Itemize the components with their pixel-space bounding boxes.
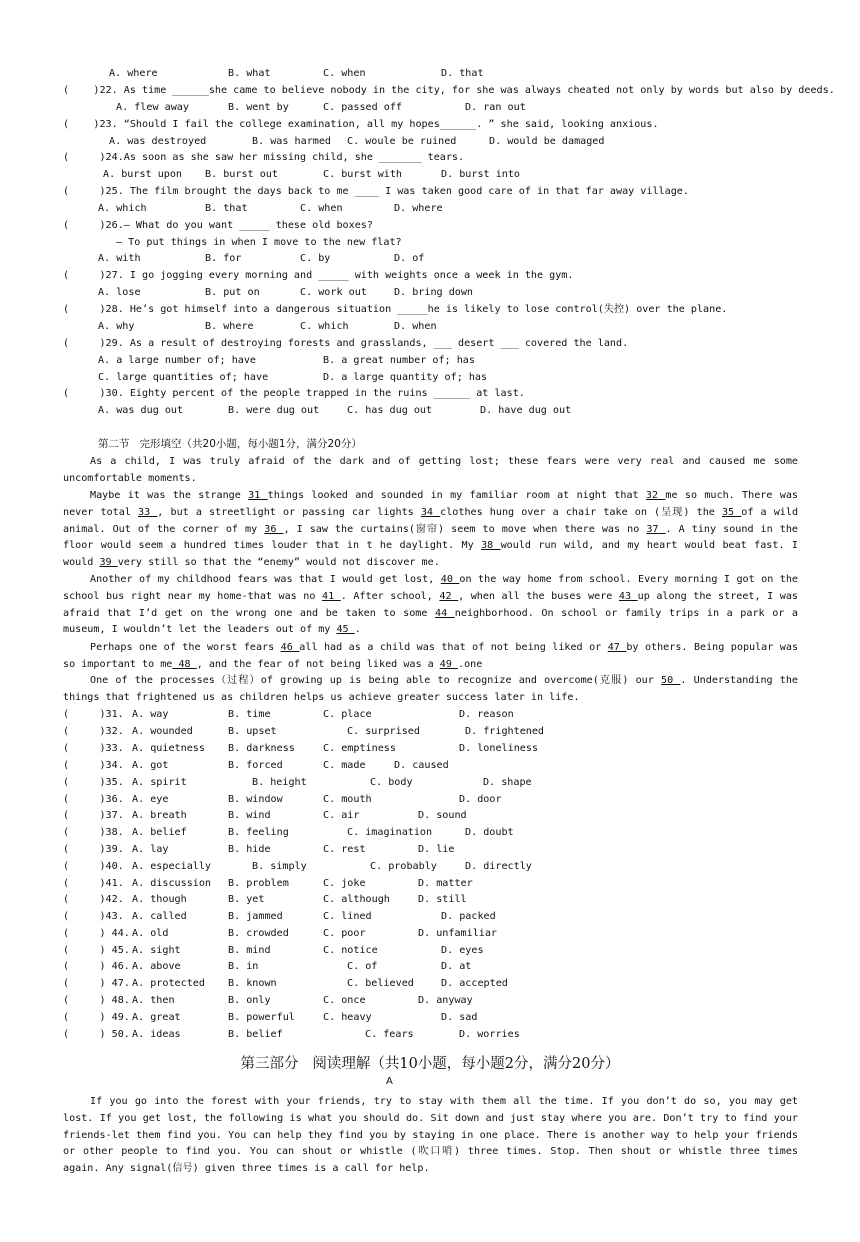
blank-47: 47 [607,642,627,653]
cloze-q42: ( )42. A. though B. yet C. although D. still [63,894,467,905]
option-c: C. when [300,203,343,214]
option-d: D. bring down [394,287,474,298]
option-b: B. where [205,321,254,332]
option-b: B. put on [205,287,260,298]
blank-49: 49 [439,658,459,670]
cloze-q38: ( )38. A. belief B. feeling C. imagination D. doubt [63,827,514,838]
cloze-q50: ( ) 50. A. ideas B. belief C. fears D. worries [63,1029,520,1040]
option-b: B. was harmed [252,136,332,147]
passage-a-label: A [386,1076,393,1087]
cloze-q41: ( )41. A. discussion B. problem C. joke D. matter [63,878,473,889]
cloze-q33: ( )33. A. quietness B. darkness C. emptiness D. loneliness [63,743,539,754]
option-d: D. of [394,253,425,264]
blank-48: 48 [172,658,197,670]
q24-stem: ( )24.As soon as she saw her missing child, she _______ tears. [63,152,465,163]
option-c: C. passed off [323,102,403,113]
q30-stem: ( )30. Eighty percent of the people trapped in the ruins ______ at last. [63,388,525,399]
cloze-q32: ( )32. A. wounded B. upset C. surprised D. frightened [63,726,545,737]
blank-42: 42 [439,590,459,602]
blank-34: 34 [420,506,441,518]
option-a: A. was destroyed [109,136,207,147]
cloze-q36: ( )36. A. eye B. window C. mouth D. door [63,794,502,805]
option-a: A. flew away [116,102,189,113]
q25-stem: ( )25. The film brought the days back to me ____ I was taken good care of in that far away village. [63,186,689,197]
option-a: A. with [98,253,141,264]
cloze-q31: ( )31. A. way B. time C. place D. reason [63,709,514,720]
option-d: D. have dug out [480,405,572,416]
q26-options [0,252,860,266]
reading-a-paragraph: If you go into the forest with your friends, try to stay with them all the time. If you don’t do so, you may get lost. If you get lost, the following is what you should do. Sit down and just stay where you are. Don’t try to find your friends-let them find you. You can help they find you by staying in one place. There is another way to help your friends or other people to find you. You can shout or whistle (吹口哨) three times. Stop. Then shout or whistle three times again. Any signal(信号) given three times is a call for help. [63,1096,798,1175]
part3-title: 第三部分 阅读理解（共10小题，每小题2分，满分20分） [240,1056,620,1072]
blank-39: 39 [99,557,118,569]
q29-stem: ( )29. As a result of destroying forests and grasslands, ___ desert ___ covered the land. [63,338,629,349]
blank-46: 46 [280,642,300,653]
cloze-q43: ( )43. A. called B. jammed C. lined D. packed [63,911,496,922]
option-d: D. that [441,68,484,79]
blank-45: 45 [336,624,355,636]
option-a: A. why [98,321,135,332]
cloze-q39: ( )39. A. lay B. hide C. rest D. lie [63,844,455,855]
cloze-q46: ( ) 46. A. above B. in C. of D. at [63,961,472,972]
q22-stem: ( )22. As time ______she came to believe nobody in the city, for she was always cheated not only by words but also by deeds. [63,85,835,96]
option-a: A. a large number of; have [98,355,257,366]
cloze-q34: ( )34. A. got B. forced C. made D. caused [63,760,449,771]
cloze-q45: ( ) 45. A. sight B. mind C. notice D. eyes [63,945,484,956]
option-b: B. for [205,253,242,264]
option-c: C. which [300,321,349,332]
q22-options [0,101,860,115]
cloze-q48: ( ) 48. A. then B. only C. once D. anyway [63,995,473,1006]
option-c: C. has dug out [347,405,433,416]
passage-paragraph-3: Another of my childhood fears was that I would get lost, 40 on the way home from school. Every morning I got on the school bus right near my home-that was no 41 . After school, 42 , when all the buses were 43 up along the street, I was afraid that I’d get on the wrong one and be taken to some 44 neighborhood. On school or family trips in a park or a museum, I wouldn’t let the leaders out of my 45 . [63,574,799,636]
q28-options [0,320,860,334]
cloze-q49: ( ) 49. A. great B. powerful C. heavy D. sad [63,1012,478,1023]
blank-33: 33 [138,506,158,518]
blank-43: 43 [618,590,638,602]
option-c: C. woule be ruined [347,136,457,147]
q21-options [0,67,860,81]
passage-paragraph-5: One of the processes（过程）of growing up is being able to recognize and overcome(克服) our 50 . Understanding the things that frightened us as children helps us achieve greater success later in life. [63,675,799,703]
passage-paragraph-4: Perhaps one of the worst fears 46 all had as a child was that of not being liked or 47 by others. Being popular was so important to me 48 , and the fear of not being liked was a 49 .one [63,642,799,670]
q27-options [0,286,860,300]
blank-44: 44 [435,607,455,619]
blank-41: 41 [322,590,341,602]
blank-40: 40 [440,574,460,585]
option-d: D. where [394,203,443,214]
passage-paragraph-1: As a child, I was truly afraid of the dark and of getting lost; these fears were very real and caused me some uncomfortable moments. [63,456,798,484]
option-d: D. burst into [441,169,521,180]
cloze-q44: ( ) 44. A. old B. crowded C. poor D. unfamiliar [63,928,498,939]
option-c: C. by [300,253,331,264]
q27-stem: ( )27. I go jogging every morning and _____ with weights once a week in the gym. [63,270,574,281]
option-b: B. burst out [205,169,278,180]
option-a: A. where [109,68,158,79]
option-c: C. when [323,68,366,79]
passage-paragraph-2: Maybe it was the strange 31 things looked and sounded in my familiar room at night that 32 me so much. There was never total 33 , but a streetlight or passing car lights 34 clothes hung over a chair take on (呈现) the 35 of a wild animal. Out of the corner of my 36 , I saw the curtains(窗帘) seem to move when there was no 37 . A tiny sound in the floor would seem a hundred times louder that in t he daylight. My 38 would run wild, and my heart would beat fast. I would 39 very still so that the “enemy” would not discover me. [63,490,799,569]
q23-stem: ( )23. “Should I fail the college examination, all my hopes______. ” she said, looking anxious. [63,119,659,130]
section2-title: 第二节 完形填空（共20小题，每小题1分，满分20分） [98,438,362,450]
blank-50: 50 [661,675,681,686]
q25-options [0,202,860,216]
option-c: C. work out [300,287,367,298]
blank-31: 31 [248,490,268,501]
option-a: A. lose [98,287,141,298]
option-a: A. was dug out [98,405,184,416]
q26-stem: ( )26.— What do you want _____ these old boxes? [63,220,373,231]
option-b: B. that [205,203,248,214]
cloze-q47: ( ) 47. A. protected B. known C. believed D. accepted [63,978,508,989]
option-b: B. a great number of; has [323,355,475,366]
cloze-q40: ( )40. A. especially B. simply C. probably D. directly [63,861,532,872]
blank-35: 35 [721,506,742,518]
cloze-q35: ( )35. A. spirit B. height C. body D. shape [63,777,532,788]
option-d: D. would be damaged [489,136,605,147]
blank-37: 37 [646,523,666,535]
option-c: C. burst with [323,169,403,180]
q29-options-ab [0,354,860,368]
option-b: B. went by [228,102,289,113]
blank-36: 36 [264,523,284,535]
option-b: B. were dug out [228,405,320,416]
q26-stem-reply: — To put things in when I move to the new flat? [116,237,402,248]
q29-options-cd [0,371,860,385]
q24-options [0,168,860,182]
blank-38: 38 [481,540,501,552]
blank-32: 32 [645,490,666,501]
option-d: D. a large quantity of; has [323,372,488,383]
q30-options [0,404,860,418]
option-d: D. when [394,321,437,332]
option-a: A. which [98,203,147,214]
option-a: A. burst upon [103,169,183,180]
option-b: B. what [228,68,271,79]
q28-stem: ( )28. He’s got himself into a dangerous situation _____he is likely to lose control(失控) over the plane. [63,304,728,315]
q23-options [0,135,860,149]
option-c: C. large quantities of; have [98,372,269,383]
option-d: D. ran out [465,102,526,113]
cloze-q37: ( )37. A. breath B. wind C. air D. sound [63,810,467,821]
